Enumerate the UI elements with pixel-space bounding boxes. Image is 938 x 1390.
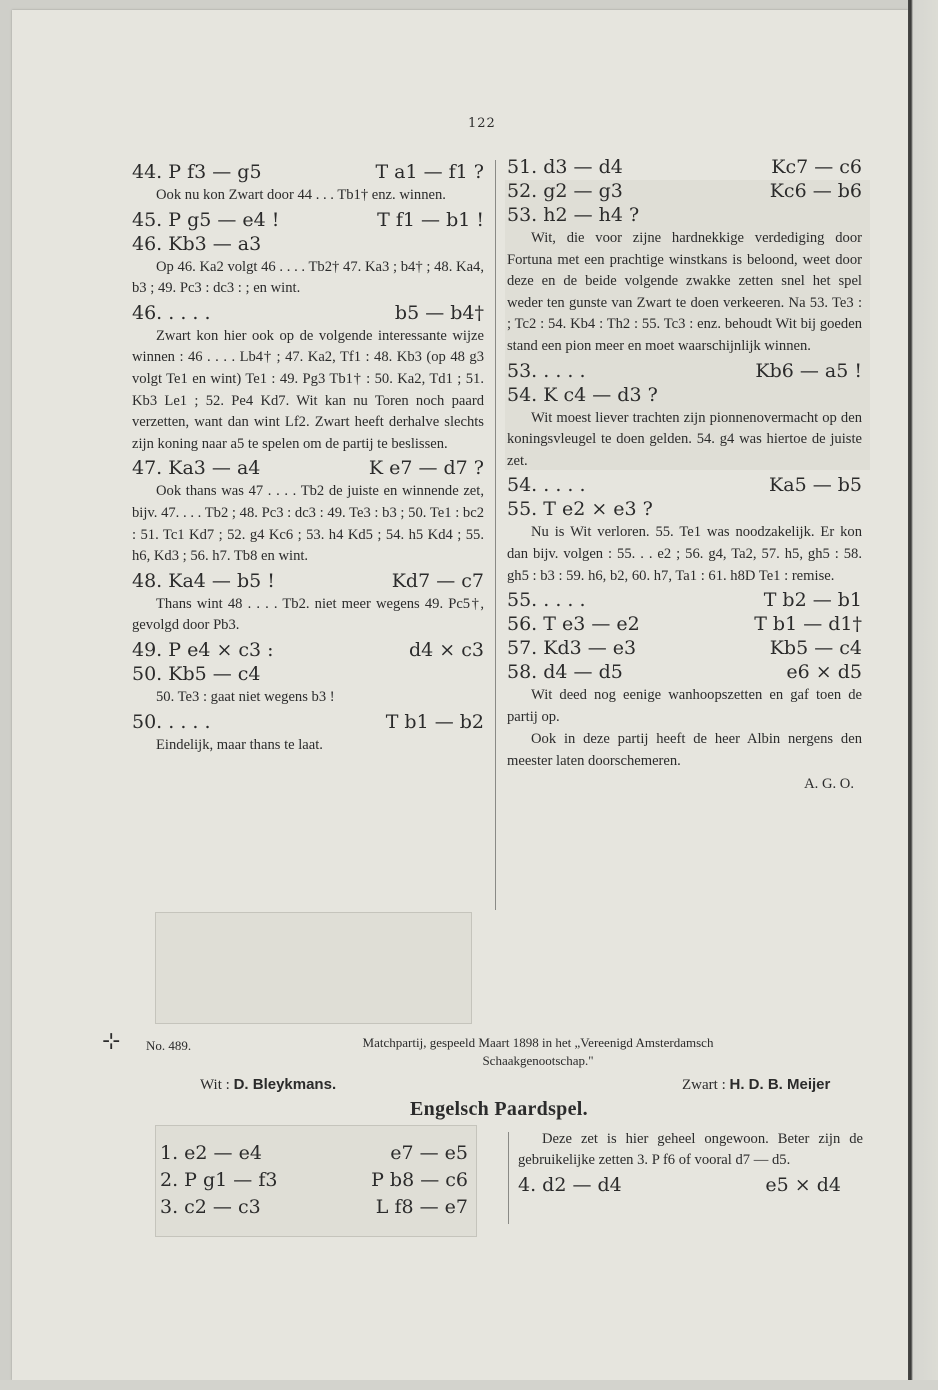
move-white: 46. Kb3 — a3 [132, 232, 262, 255]
left-column [132, 160, 484, 757]
move-line [132, 301, 484, 325]
move-black: d4 × c3 [409, 638, 484, 661]
move-black: K e7 — d7 ? [368, 457, 484, 480]
move-white: 55. . . . . [507, 589, 586, 612]
move-white: 50. . . . . [132, 710, 211, 733]
move-white: 4. d2 — d4 [518, 1174, 622, 1196]
white-label: Wit : [200, 1077, 230, 1093]
match-line-2: Schaakgenootschap." [482, 1053, 594, 1068]
annotation: Ook nu kon Zwart door 44 . . . Tb1† enz. winnen. [156, 187, 446, 203]
move-black: Kc6 — b6 [769, 180, 862, 202]
annotation: 50. Te3 : gaat niet wegens b3 ! [156, 688, 335, 705]
annotation: Wit moest liever trachten zijn pionnenovermacht op den koningsvleugel te doen gelden. 54. g4 was hiertoe de juiste zet. [507, 409, 862, 469]
move-black: Kd7 — c7 [391, 569, 484, 592]
margin-cross-mark: ⊹ [102, 1028, 121, 1053]
black-label: Zwart : [682, 1077, 726, 1093]
match-description [268, 1034, 808, 1070]
move-black: b5 — b4† [394, 301, 484, 324]
move-line [507, 359, 862, 383]
opening-move-line [160, 1140, 468, 1167]
white-player [200, 1076, 336, 1094]
annotation: Thans wint 48 . . . . Tb2. niet meer wegens 49. Pc5†, gevolgd door Pb3. [132, 595, 484, 634]
move-black: Kb6 — a5 ! [755, 359, 862, 382]
move-line [132, 662, 484, 686]
opening-divider [508, 1132, 509, 1224]
move-white: 47. Ka3 — a4 [132, 457, 261, 480]
right-column [507, 155, 862, 794]
game-number: No. 489. [146, 1038, 192, 1053]
move-line [132, 456, 484, 480]
move-black: Kb5 — c4 [769, 637, 862, 660]
move-line [507, 473, 862, 497]
move-white: 55. T e2 × e3 ? [507, 498, 653, 521]
annotation: Wit, die voor zijne hardnekkige verdediging door Fortuna met een prachtige winstkans is beloond, weet door deze en de beide volgende zwakke zetten snel het spel weder ten gunste van Zwart te doen verkeeren. Na 53. Te3 : ; Tc2 : 54. Kb4 : Th2 : 55. Tc3 : enz. behoudt Wit bij goeden stand een pion meer en moet waarschijnlijk winnen. [507, 230, 862, 354]
white-name: D. Bleykmans. [233, 1076, 337, 1093]
move-white: 57. Kd3 — e3 [507, 637, 637, 660]
move-black: Ka5 — b5 [769, 474, 862, 497]
move-line [132, 232, 484, 256]
move-black: e6 × d5 [786, 661, 862, 684]
annotation: Eindelijk, maar thans te laat. [156, 736, 323, 753]
move-black: T b1 — b2 [385, 710, 484, 733]
move-white: 58. d4 — d5 [507, 661, 623, 684]
move-line [507, 497, 862, 521]
annotation: Zwart kon hier ook op de volgende interessante wijze winnen : 46 . . . . Lb4† ; 47. Ka2, Tf1 : 48. Kb3 (op 48 g3 volgt Te1 en wint) Te1 : 49. Pg3 Tb1† : 50. Ka2, Td1 ; 51. Kb3 Le1 ; 52. Pe4 Kd7. Wit kan nu Toren noch paard verzetten, want dan wint Lf2. Zwart heeft derhalve slechts zijn koning naar a5 te spelen om de partij te beslissen. [132, 327, 484, 452]
annotation: Ook in deze partij heeft de heer Albin nergens den meester laten doorschemeren. [507, 731, 862, 769]
move-white: 45. P g5 — e4 ! [132, 208, 280, 231]
move-white: 46. . . . . [132, 301, 211, 324]
move-line [507, 155, 862, 179]
move-line [507, 612, 862, 636]
move-white: 3. c2 — c3 [160, 1196, 261, 1218]
column-divider [495, 160, 496, 910]
move-black: T f1 — b1 ! [377, 208, 484, 231]
move-black: e5 × d4 [765, 1174, 841, 1196]
move-white: 2. P g1 — f3 [160, 1169, 278, 1191]
move-white: 1. e2 — e4 [160, 1142, 262, 1164]
move-line [507, 588, 862, 612]
move-line [507, 660, 862, 684]
opening-move-line [160, 1167, 468, 1194]
opening-note [518, 1128, 863, 1197]
move-line [132, 160, 484, 184]
opening-note-text: Deze zet is hier geheel ongewoon. Beter zijn de gebruikelijke zetten 3. P f6 of vooral d7 — d5. [518, 1131, 863, 1168]
move-black: e7 — e5 [390, 1142, 468, 1164]
bleed-through-box [155, 912, 472, 1024]
move-white: 51. d3 — d4 [507, 156, 623, 178]
move-white: 56. T e3 — e2 [507, 613, 640, 636]
page-edge [908, 0, 938, 1390]
move-line [507, 636, 862, 660]
move-white: 54. . . . . [507, 474, 586, 497]
move-black: T b1 — d1† [754, 613, 862, 636]
move-line [507, 203, 862, 227]
move-line [507, 179, 862, 203]
black-name: H. D. B. Meijer [729, 1076, 831, 1093]
opening-move-line [160, 1194, 468, 1221]
move-line [132, 208, 484, 232]
move-white: 44. P f3 — g5 [132, 161, 262, 183]
move-line [132, 569, 484, 593]
black-player [682, 1076, 830, 1094]
move-white: 49. P e4 × c3 : [132, 638, 274, 661]
move-white: 50. Kb5 — c4 [132, 662, 261, 685]
move-line [132, 638, 484, 662]
opening-move-4 [518, 1173, 863, 1197]
scan-margin [0, 1380, 938, 1390]
opening-title: Engelsch Paardspel. [410, 1098, 588, 1120]
opening-moves [160, 1140, 468, 1221]
annotation: Ook thans was 47 . . . . Tb2 de juiste en winnende zet, bijv. 47. . . . Tb2 ; 48. Pc3 : dc3 : 49. Te3 : b3 ; 50. Te1 : bc2 : 51. Tc1 Kd7 ; 52. g4 Kc6 ; 53. h4 Kd5 ; 54. h5 Kd4 ; 55. h6, Kd3 ; 56. h7. Tb8 en wint. [132, 483, 484, 565]
move-line [507, 383, 862, 407]
move-white: 53. h2 — h4 ? [507, 204, 640, 226]
match-line-1: Matchpartij, gespeeld Maart 1898 in het „Vereenigd Amsterdamsch [362, 1035, 714, 1050]
move-white: 48. Ka4 — b5 ! [132, 569, 275, 592]
annotation: Op 46. Ka2 volgt 46 . . . . Tb2† 47. Ka3 ; b4† ; 48. Ka4, b3 ; 49. Pc3 : dc3 : ; en wint. [132, 258, 484, 297]
annotation: Wit deed nog eenige wanhoopszetten en gaf toen de partij op. [507, 687, 862, 725]
page-number: 122 [468, 116, 496, 131]
move-black: L f8 — e7 [375, 1196, 468, 1218]
annotation: Nu is Wit verloren. 55. Te1 was noodzakelijk. Er kon dan bijv. volgen : 55. . . e2 ; 56. g4, Ta2, 57. h5, gh5 : 58. gh5 : b3 : 59. h6, b2, 60. h7, Ta1 : 61. h8D Te1 : remise. [507, 524, 862, 584]
move-line [132, 710, 484, 734]
move-black: Kc7 — c6 [771, 156, 862, 178]
move-black: T a1 — f1 ? [375, 161, 484, 183]
move-white: 52. g2 — g3 [507, 180, 623, 202]
move-black: P b8 — c6 [371, 1169, 468, 1191]
signature: A. G. O. [804, 775, 854, 792]
move-white: 53. . . . . [507, 359, 586, 382]
move-black: T b2 — b1 [763, 589, 862, 612]
move-white: 54. K c4 — d3 ? [507, 383, 658, 406]
